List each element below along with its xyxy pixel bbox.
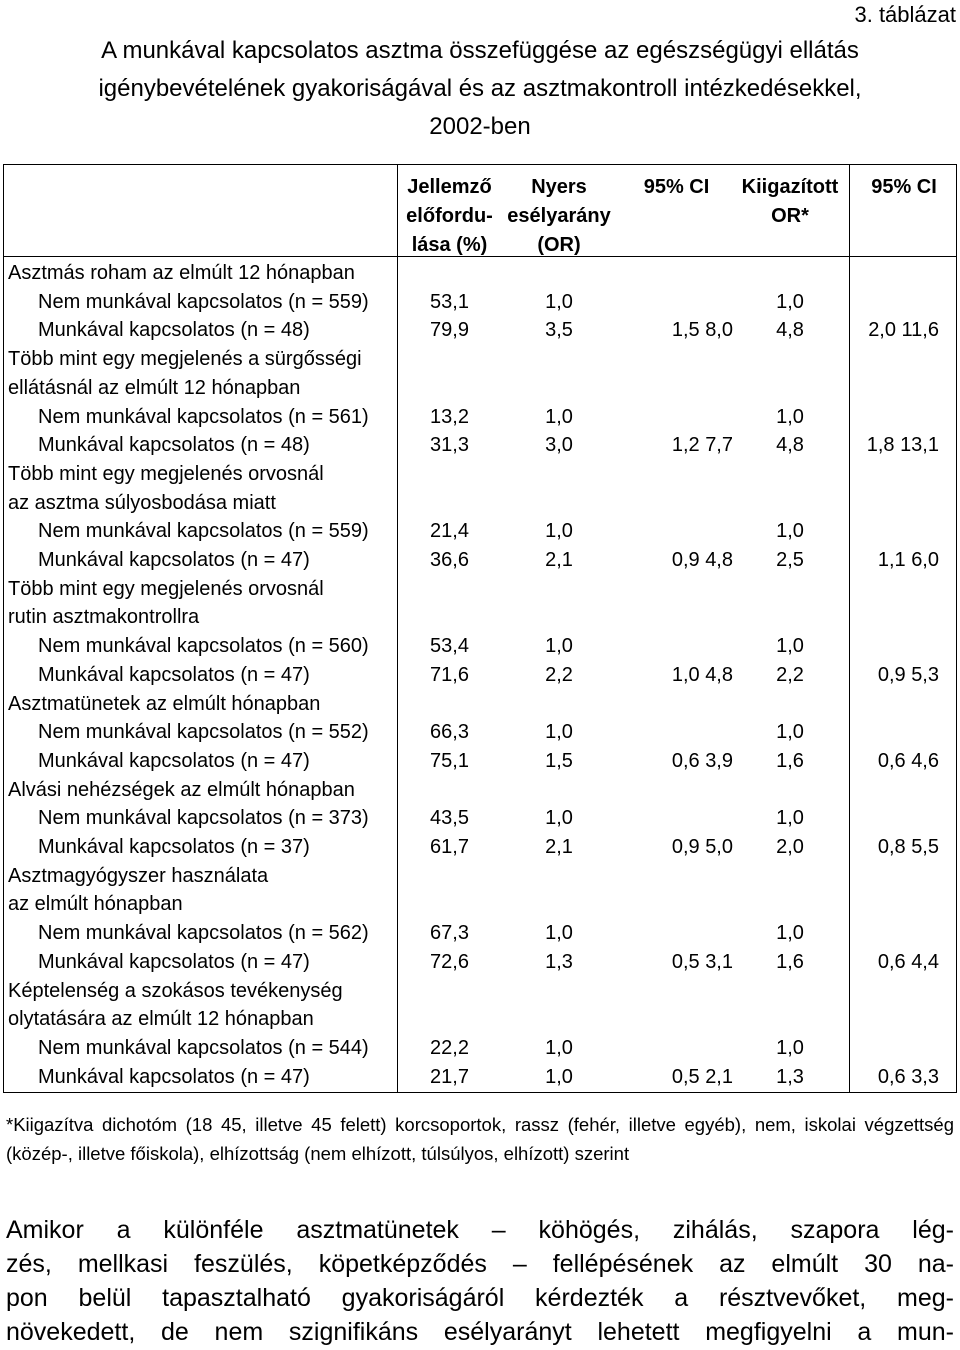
- row-label: Munkával kapcsolatos (n = 47): [38, 749, 310, 772]
- group-heading-row: [4, 776, 956, 805]
- table-cell: 1,0: [776, 405, 804, 428]
- row-label: Több mint egy megjelenés orvosnál: [8, 577, 324, 600]
- group-heading-row: [4, 460, 956, 489]
- table-cell: 1,0: [545, 520, 573, 543]
- column-header-line: 95% CI: [871, 176, 937, 198]
- table-cell: 1,6: [776, 749, 804, 772]
- column-header: [734, 173, 846, 231]
- row-label: Nem munkával kapcsolatos (n = 544): [38, 1036, 369, 1059]
- column-header-line: esélyarány: [507, 205, 611, 227]
- table-row: [4, 718, 956, 747]
- table-cell: 21,4: [430, 520, 469, 543]
- table-cell: 1,8 13,1: [866, 434, 939, 457]
- row-label: Képtelenség a szokásos tevékenység: [8, 979, 343, 1002]
- table-cell: 1,0: [545, 405, 573, 428]
- table-row: [4, 403, 956, 432]
- column-header-line: OR*: [771, 205, 809, 227]
- row-label: Nem munkával kapcsolatos (n = 559): [38, 290, 369, 313]
- data-table: [3, 164, 957, 1093]
- table-cell: 0,9 4,8: [671, 549, 733, 571]
- row-label: rutin asztmakontrollra: [8, 606, 200, 629]
- group-heading-row: [4, 690, 956, 719]
- row-label: Munkával kapcsolatos (n = 47): [38, 663, 310, 686]
- table-cell: 2,1: [545, 836, 573, 858]
- table-row: [4, 632, 956, 661]
- table-row: [4, 919, 956, 948]
- table-cell: 2,1: [545, 549, 573, 571]
- table-cell: 1,0: [545, 922, 573, 945]
- title-line: igénybevételének gyakoriságával és az asztmakontroll intézkedésekkel,: [98, 75, 862, 102]
- column-header: [620, 173, 733, 202]
- table-row: [4, 546, 956, 575]
- group-heading-row: [4, 489, 956, 518]
- table-cell: 1,0: [776, 1036, 804, 1059]
- row-label: Több mint egy megjelenés a sürgősségi: [8, 348, 362, 371]
- table-cell: 21,7: [430, 1065, 469, 1088]
- table-cell: 1,0: [545, 807, 573, 830]
- table-cell: 0,6 4,4: [877, 950, 939, 973]
- group-heading-row: [4, 345, 956, 374]
- table-cell: 1,0: [545, 1036, 573, 1059]
- table-cell: 1,0: [545, 290, 573, 313]
- column-header-line: Jellemző: [407, 176, 492, 198]
- paragraph-line: Amikor a különféle asztmatünetek – köhögés, zihálás, szapora lég-: [6, 1216, 954, 1244]
- table-row: [4, 747, 956, 776]
- row-label: Munkával kapcsolatos (n = 48): [38, 434, 310, 457]
- table-cell: 0,6 4,6: [877, 749, 939, 772]
- table-cell: 75,1: [430, 749, 469, 772]
- table-cell: 0,6 3,3: [877, 1065, 939, 1088]
- table-cell: 31,3: [430, 434, 469, 457]
- table-cell: 0,5 2,1: [671, 1065, 733, 1088]
- row-label: Nem munkával kapcsolatos (n = 562): [38, 922, 369, 945]
- table-cell: 4,8: [776, 434, 804, 457]
- group-heading-row: [4, 890, 956, 919]
- table-cell: 1,0: [776, 520, 804, 543]
- group-heading-row: [4, 374, 956, 403]
- paragraph-line: pon belül tapasztalható gyakoriságáról kérdezték a résztvevőket, meg-: [6, 1284, 954, 1312]
- row-label: Munkával kapcsolatos (n = 37): [38, 836, 310, 858]
- table-cell: 67,3: [430, 922, 469, 945]
- title-line: A munkával kapcsolatos asztma összefüggése az egészségügyi ellátás: [101, 37, 859, 64]
- table-row: [4, 517, 956, 546]
- table-row: [4, 948, 956, 977]
- group-heading-row: [4, 1005, 956, 1034]
- table-row: [4, 804, 956, 833]
- table-cell: 1,6: [776, 950, 804, 973]
- column-header-line: (OR): [537, 234, 581, 256]
- table-cell: 61,7: [430, 836, 469, 858]
- table-cell: 1,5: [545, 749, 573, 772]
- table-row: [4, 1034, 956, 1063]
- table-number-label: 3. táblázat: [854, 2, 956, 27]
- column-header-line: lása (%): [411, 234, 488, 256]
- column-header-line: 95% CI: [643, 176, 710, 198]
- table-cell: 2,5: [776, 549, 804, 571]
- column-header-line: Nyers: [531, 176, 587, 198]
- paragraph-line: növekedett, de nem szignifikáns esélyarányt lehetett megfigyelni a mun-: [6, 1318, 954, 1346]
- row-label: Asztmás roham az elmúlt 12 hónapban: [8, 262, 355, 284]
- table-cell: 0,5 3,1: [671, 950, 733, 973]
- table-cell: 1,0: [776, 721, 804, 744]
- table-cell: 2,2: [776, 663, 804, 686]
- table-cell: 79,9: [430, 319, 469, 342]
- table-cell: 0,8 5,5: [877, 836, 939, 858]
- table-cell: 22,2: [430, 1036, 469, 1059]
- table-cell: 1,0: [776, 290, 804, 313]
- table-cell: 1,0: [545, 635, 573, 658]
- row-label: Nem munkával kapcsolatos (n = 559): [38, 520, 369, 543]
- row-label: olytatására az elmúlt 12 hónapban: [8, 1008, 314, 1031]
- table-row: [4, 1063, 956, 1092]
- row-label: Munkával kapcsolatos (n = 47): [38, 950, 310, 973]
- table-cell: 53,1: [430, 290, 469, 313]
- table-cell: 0,9 5,0: [671, 836, 733, 858]
- table-row: [4, 661, 956, 690]
- table-cell: 1,3: [545, 950, 573, 973]
- group-heading-row: [4, 862, 956, 891]
- column-header-line: előfordu-: [406, 205, 493, 227]
- column-header-line: Kiigazított: [741, 176, 839, 198]
- row-label: Alvási nehézségek az elmúlt hónapban: [8, 778, 355, 801]
- group-heading-row: [4, 259, 956, 288]
- table-cell: 36,6: [430, 549, 469, 571]
- row-label: Nem munkával kapcsolatos (n = 560): [38, 635, 369, 658]
- table-cell: 1,0: [776, 922, 804, 945]
- column-header: [499, 173, 619, 260]
- table-row: [4, 431, 956, 460]
- table-cell: 1,0 4,8: [671, 663, 733, 686]
- column-header: [402, 173, 497, 260]
- paragraph-line: zés, mellkasi feszülés, köpetképződés – fellépésének az elmúlt 30 na-: [6, 1250, 954, 1278]
- group-heading-row: [4, 977, 956, 1006]
- table-cell: 2,0: [776, 836, 804, 858]
- table-cell: 72,6: [430, 950, 469, 973]
- row-label: Nem munkával kapcsolatos (n = 561): [38, 405, 369, 428]
- row-label: Munkával kapcsolatos (n = 48): [38, 319, 310, 342]
- table-row: [4, 833, 956, 862]
- table-cell: 0,6 3,9: [671, 749, 733, 772]
- table-cell: 1,0: [776, 807, 804, 830]
- column-header: [852, 173, 956, 202]
- body-paragraph: [6, 1213, 954, 1349]
- group-heading-row: [4, 603, 956, 632]
- table-cell: 1,0: [776, 635, 804, 658]
- row-label: ellátásnál az elmúlt 12 hónapban: [8, 376, 301, 399]
- row-label: Asztmagyógyszer használata: [8, 864, 269, 887]
- table-cell: 1,2 7,7: [671, 434, 733, 457]
- table-cell: 3,5: [545, 319, 573, 342]
- table-title: [0, 32, 960, 146]
- footnote: *Kiigazítva dichotóm (18 45, illetve 45 felett) korcsoportok, rassz (fehér, illetve egyéb), nem, iskolai végzettség (közép-, illetve főiskola), elhízottság (nem elhízott, túlsúlyos, elhízott) szerint: [6, 1114, 954, 1164]
- row-label: Munkával kapcsolatos (n = 47): [38, 549, 310, 571]
- table-cell: 71,6: [430, 663, 469, 686]
- title-line: 2002-ben: [429, 113, 531, 140]
- group-heading-row: [4, 575, 956, 604]
- table-cell: 3,0: [545, 434, 573, 457]
- table-cell: 53,4: [430, 635, 469, 658]
- table-row: [4, 316, 956, 345]
- table-cell: 2,2: [545, 663, 573, 686]
- table-row: [4, 288, 956, 317]
- table-cell: 4,8: [776, 319, 804, 342]
- row-label: az elmúlt hónapban: [8, 893, 183, 916]
- table-cell: 66,3: [430, 721, 469, 744]
- table-cell: 13,2: [430, 405, 469, 428]
- row-label: Nem munkával kapcsolatos (n = 552): [38, 721, 369, 744]
- row-label: Asztmatünetek az elmúlt hónapban: [8, 692, 321, 715]
- table-cell: 1,0: [545, 721, 573, 744]
- table-cell: 1,5 8,0: [671, 319, 733, 342]
- table-cell: 2,0 11,6: [868, 319, 939, 342]
- row-label: Munkával kapcsolatos (n = 47): [38, 1065, 310, 1088]
- row-label: az asztma súlyosbodása miatt: [8, 491, 276, 514]
- table-cell: 43,5: [430, 807, 469, 830]
- row-label: Nem munkával kapcsolatos (n = 373): [38, 807, 369, 830]
- table-cell: 1,0: [545, 1065, 573, 1088]
- table-cell: 1,3: [776, 1065, 804, 1088]
- table-cell: 0,9 5,3: [877, 663, 939, 686]
- table-cell: 1,1 6,0: [877, 549, 939, 571]
- row-label: Több mint egy megjelenés orvosnál: [8, 462, 324, 485]
